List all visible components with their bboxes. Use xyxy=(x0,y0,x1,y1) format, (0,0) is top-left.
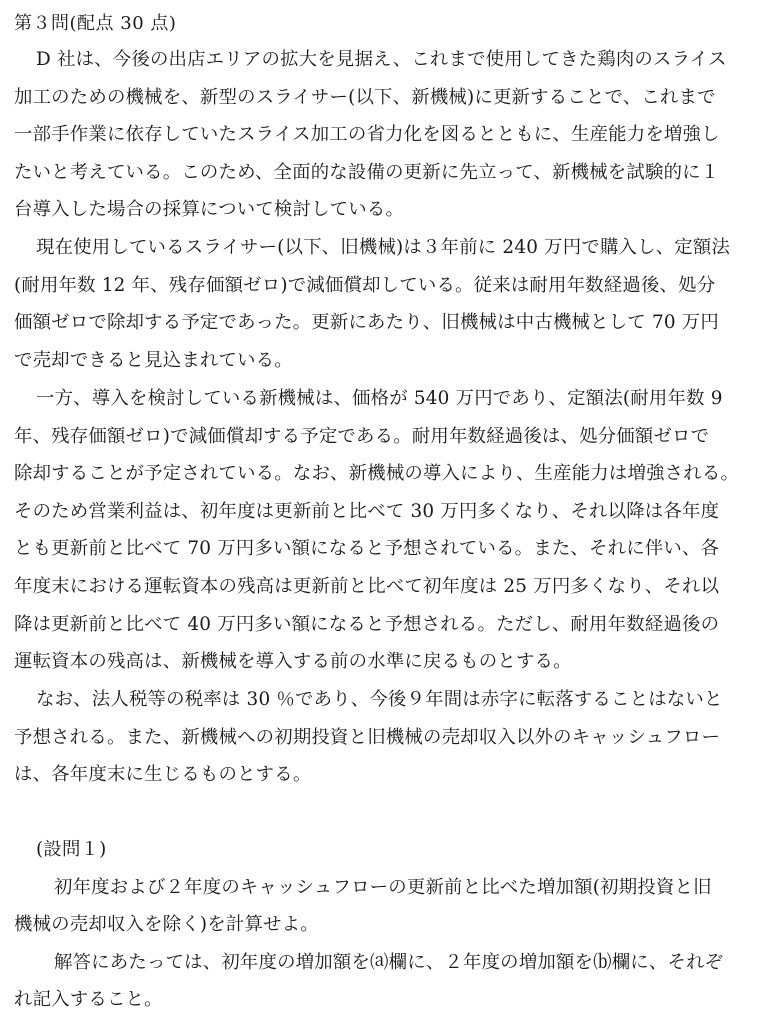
text-line: 初年度および２年度のキャッシュフローの更新前と比べた増加額(初期投資と旧 xyxy=(54,876,712,898)
question-heading: 第３問(配点 30 点) xyxy=(14,13,177,34)
sub-question-1 xyxy=(14,831,747,1019)
text-line: 年度末における運転資本の残高は更新前と比べて初年度は 25 万円多くなり、それ以 xyxy=(14,575,720,597)
text-line: D 社は、今後の出店エリアの拡大を見据え、これまで使用してきた鶏肉のスライス xyxy=(36,49,727,70)
text-line: 除却することが予定されている。なお、新機械の導入により、生産能力は増強される。 xyxy=(14,463,740,485)
paragraph-tax-assumptions xyxy=(14,681,747,794)
text-line: 降は更新前と比べて 40 万円多い額になると予想される。ただし、耐用年数経過後の xyxy=(14,613,720,635)
paragraph-new-machine xyxy=(14,380,747,681)
text-line: 価額ゼロで除却する予定であった。更新にあたり、旧機械は中古機械として 70 万円 xyxy=(14,312,719,334)
text-line: 一方、導入を検討している新機械は、価格が 540 万円であり、定額法(耐用年数 9 xyxy=(36,388,723,409)
text-line: 機械の売却収入を除く)を計算せよ。 xyxy=(14,914,319,936)
text-line: 予想される。また、新機械への初期投資と旧機械の売却収入以外のキャッシュフロー xyxy=(14,726,721,748)
text-line: で売却できると見込まれている。 xyxy=(14,349,293,371)
text-line: 運転資本の残高は、新機械を導入する前の水準に戻るものとする。 xyxy=(14,651,572,673)
paragraph-company-intro xyxy=(14,41,747,229)
text-line: 年、残存価額ゼロ)で減価償却する予定である。耐用年数経過後は、処分価額ゼロで xyxy=(14,425,710,447)
paragraph-old-machine xyxy=(14,229,747,379)
text-line: 解答にあたっては、初年度の増加額を⒜欄に、２年度の増加額を⒝欄に、それぞ xyxy=(54,951,724,973)
text-line: (耐用年数 12 年、残存価額ゼロ)で減価償却している。従来は耐用年数経過後、処分 xyxy=(14,274,716,296)
text-line: れ記入すること。 xyxy=(14,989,163,1011)
text-line: なお、法人税等の税率は 30 ％であり、今後９年間は赤字に転落することはないと xyxy=(36,689,723,710)
text-line: 一部手作業に依存していたスライス加工の省力化を図るとともに、生産能力を増強し xyxy=(14,124,720,146)
text-line: 台導入した場合の採算について検討している。 xyxy=(14,199,405,221)
text-line: 加工のための機械を、新型のスライサー(以下、新機械)に更新することで、これまで xyxy=(14,86,716,108)
text-line: は、各年度末に生じるものとする。 xyxy=(14,764,312,786)
text-line: 現在使用しているスライサー(以下、旧機械)は３年前に 240 万円で購入し、定額法 xyxy=(36,237,731,258)
text-line: たいと考えている。このため、全面的な設備の更新に先立って、新機械を試験的に１ xyxy=(14,161,720,183)
sub-question-heading: (設問１) xyxy=(36,839,107,860)
text-line: そのため営業利益は、初年度は更新前と比べて 30 万円多くなり、それ以降は各年度 xyxy=(14,500,720,522)
text-line: とも更新前と比べて 70 万円多い額になると予想されている。また、それに伴い、各 xyxy=(14,538,720,560)
